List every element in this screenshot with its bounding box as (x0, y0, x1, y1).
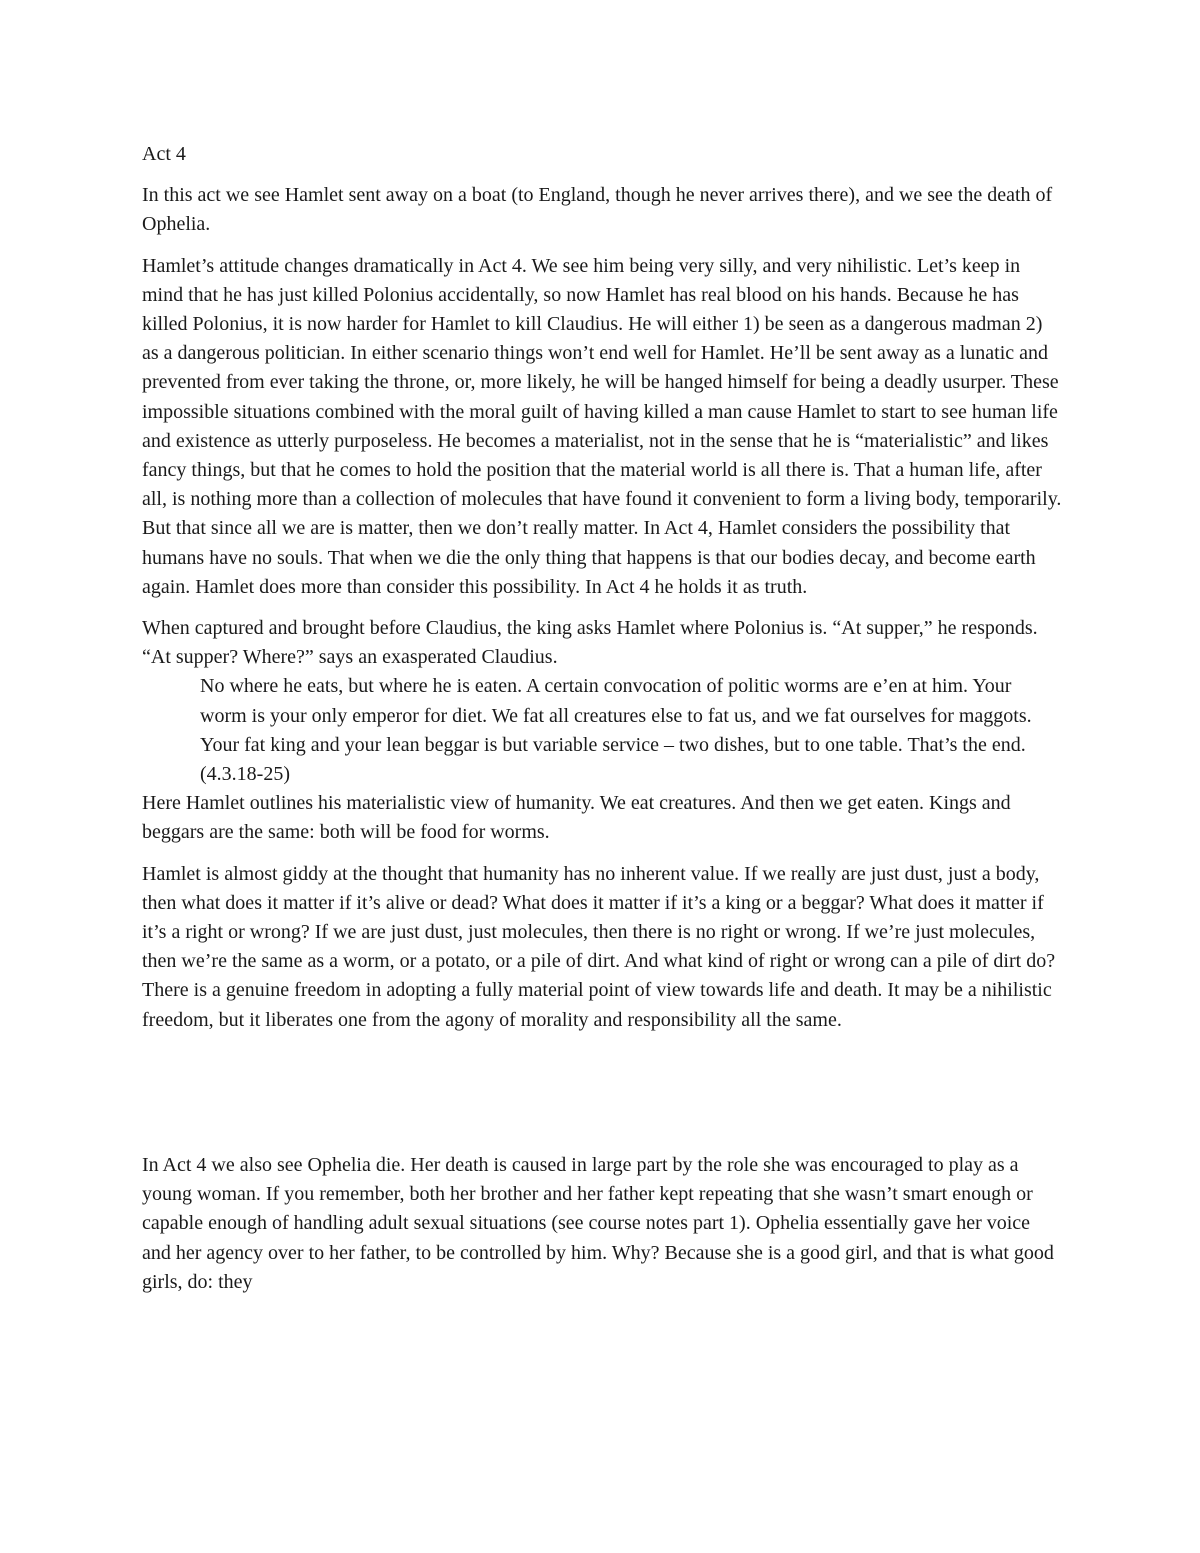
section-heading: Act 4 (142, 143, 186, 165)
giddy-paragraph: Hamlet is almost giddy at the thought that humanity has no inherent value. If we really are just dust, just a body, then what does it matter if it’s alive or dead? What does it matter if it’s a king or a beggar? What does it matter if it’s a right or wrong? If we are just dust, just molecules, then there is no right or wrong. If we’re just molecules, then we’re the same as a worm, or a potato, or a pile of dirt. And what kind of right or wrong can a pile of dirt do? There is a genuine freedom in adopting a fully material point of view towards life and death. It may be a nihilistic freedom, but it liberates one from the agony of morality and responsibility all the same. (142, 862, 1056, 1031)
block-quote: No where he eats, but where he is eaten. A certain convocation of politic worms are e’en at him. Your worm is your only emperor for diet. We fat all creatures else to fat us, and we fat ourselves for maggots. Your fat king and your lean beggar is but variable service – two dishes, but to one table. That’s the end. (4.3.18-25) (200, 675, 1032, 786)
document-body (142, 140, 1062, 1309)
attitude-paragraph: Hamlet’s attitude changes dramatically in Act 4. We see him being very silly, and very nihilistic. Let’s keep in mind that he has just killed Polonius accidentally, so now Hamlet has real blood on his hands. Because he has killed Polonius, it is now harder for Hamlet to kill Claudius. He will either 1) be seen as a dangerous madman 2) as a dangerous politician. In either scenario things won’t end well for Hamlet. He’ll be sent away as a lunatic and prevented from ever taking the throne, or, more likely, he will be hanged himself for being a deadly usurper. These impossible situations combined with the moral guilt of having killed a man cause Hamlet to start to see human life and existence as utterly purposeless. He becomes a materialist, not in the sense that he is “materialistic” and likes fancy things, but that he comes to hold the position that the material world is all there is. That a human life, after all, is nothing more than a collection of molecules that have found it convenient to form a living body, temporarily. But that since all we are is matter, then we don’t really matter. In Act 4, Hamlet considers the possibility that humans have no souls. That when we die the only thing that happens is that our bodies decay, and become earth again. Hamlet does more than consider this possibility. In Act 4 he holds it as truth. (142, 254, 1062, 598)
supper-paragraph: When captured and brought before Claudius, the king asks Hamlet where Polonius is. “At supper,” he responds. “At supper? Where?” says an exasperated Claudius. (142, 617, 1038, 669)
intro-paragraph: In this act we see Hamlet sent away on a boat (to England, though he never arrives there), and we see the death of Ophelia. (142, 184, 1053, 236)
ophelia-paragraph: In Act 4 we also see Ophelia die. Her death is caused in large part by the role she was encouraged to play as a young woman. If you remember, both her brother and her father kept repeating that she wasn’t smart enough or capable enough of handling adult sexual situations (see course notes part 1). Ophelia essentially gave her voice and her agency over to her father, to be controlled by him. Why? Because she is a good girl, and that is what good girls, do: they (142, 1153, 1054, 1293)
blank-space (142, 1047, 1062, 1151)
after-quote-paragraph: Here Hamlet outlines his materialistic view of humanity. We eat creatures. And then we get eaten. Kings and beggars are the same: both will be food for worms. (142, 792, 1011, 844)
